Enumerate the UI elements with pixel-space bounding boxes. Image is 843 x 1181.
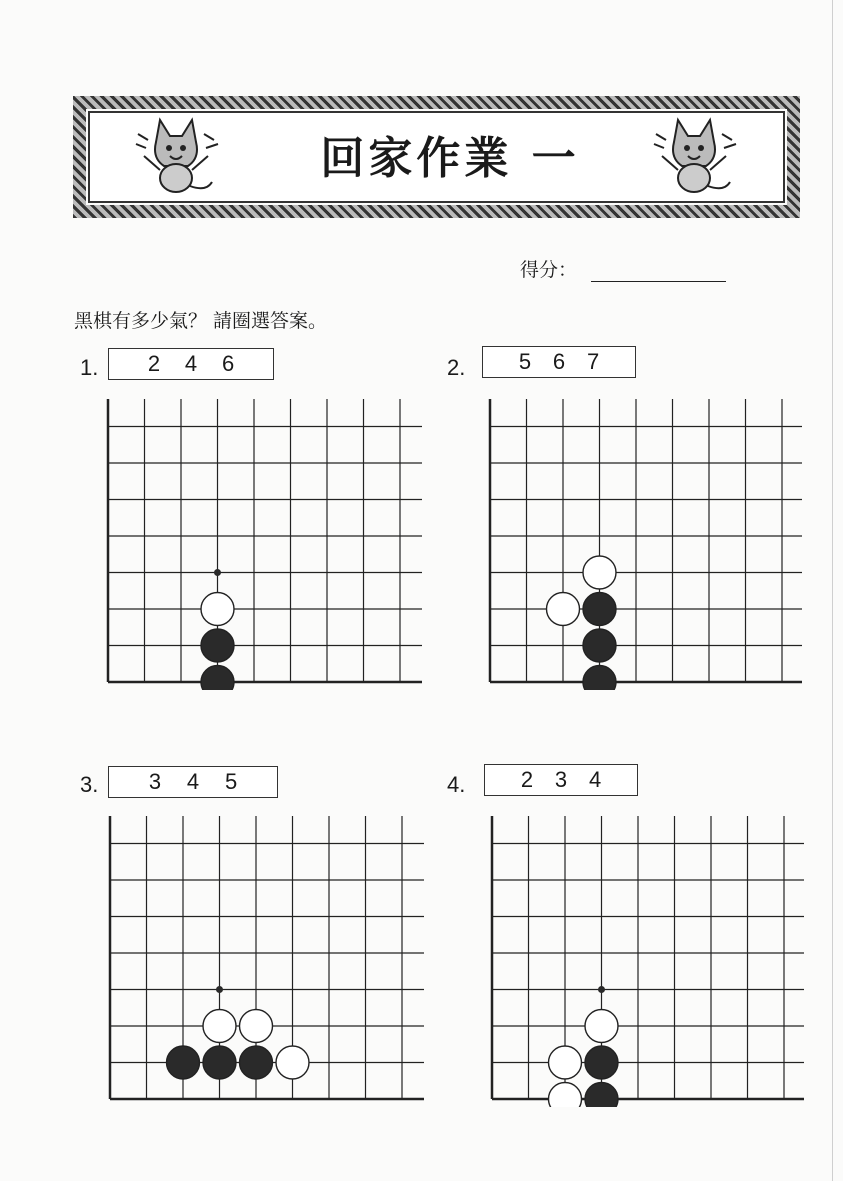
go-board-1 [102, 395, 422, 690]
choice[interactable]: 3 [554, 767, 568, 792]
black-stone [583, 666, 616, 691]
choice[interactable]: 5 [518, 349, 532, 374]
question-3-choices [108, 766, 278, 798]
marker-dot [214, 569, 221, 576]
choice[interactable]: 7 [586, 349, 600, 374]
white-stone [240, 1010, 273, 1043]
choice[interactable]: 4 [588, 767, 602, 792]
white-stone [203, 1010, 236, 1043]
marker-dot [216, 986, 223, 993]
page-edge [832, 0, 833, 1181]
score-label: 得分： [520, 259, 578, 281]
black-stone [583, 629, 616, 662]
choice[interactable]: 6 [221, 351, 235, 376]
choice[interactable]: 4 [186, 769, 200, 794]
score-blank[interactable] [591, 259, 726, 282]
white-stone [276, 1046, 309, 1079]
choice[interactable]: 2 [520, 767, 534, 792]
white-stone [549, 1046, 582, 1079]
go-board-3 [104, 812, 424, 1107]
question-4-choices [484, 764, 638, 796]
choice[interactable]: 5 [224, 769, 238, 794]
choice[interactable]: 2 [147, 351, 161, 376]
black-stone [585, 1046, 618, 1079]
choice[interactable]: 3 [148, 769, 162, 794]
go-board-2 [484, 395, 802, 690]
black-stone [167, 1046, 200, 1079]
cat-mascot-left-icon [126, 112, 226, 200]
marker-dot [598, 986, 605, 993]
question-1-number: 1. [80, 355, 99, 380]
black-stone [201, 666, 234, 691]
question-2-number: 2. [447, 355, 466, 380]
instruction-text: 黑棋有多少氣？ 請圈選答案。 [74, 310, 328, 332]
choice[interactable]: 4 [184, 351, 198, 376]
question-1-choices [108, 348, 274, 380]
choice[interactable]: 6 [552, 349, 566, 374]
white-stone [547, 593, 580, 626]
black-stone [201, 629, 234, 662]
question-2-choices [482, 346, 636, 378]
black-stone [583, 593, 616, 626]
white-stone [583, 556, 616, 589]
white-stone [549, 1083, 582, 1108]
white-stone [201, 593, 234, 626]
go-board-4 [486, 812, 804, 1107]
question-4-number: 4. [447, 772, 466, 797]
score-field [520, 252, 726, 282]
black-stone [240, 1046, 273, 1079]
question-3-number: 3. [80, 772, 99, 797]
white-stone [585, 1010, 618, 1043]
black-stone [585, 1083, 618, 1108]
page-title: 回家作業 一 [320, 133, 580, 184]
black-stone [203, 1046, 236, 1079]
cat-mascot-right-icon [644, 112, 744, 200]
